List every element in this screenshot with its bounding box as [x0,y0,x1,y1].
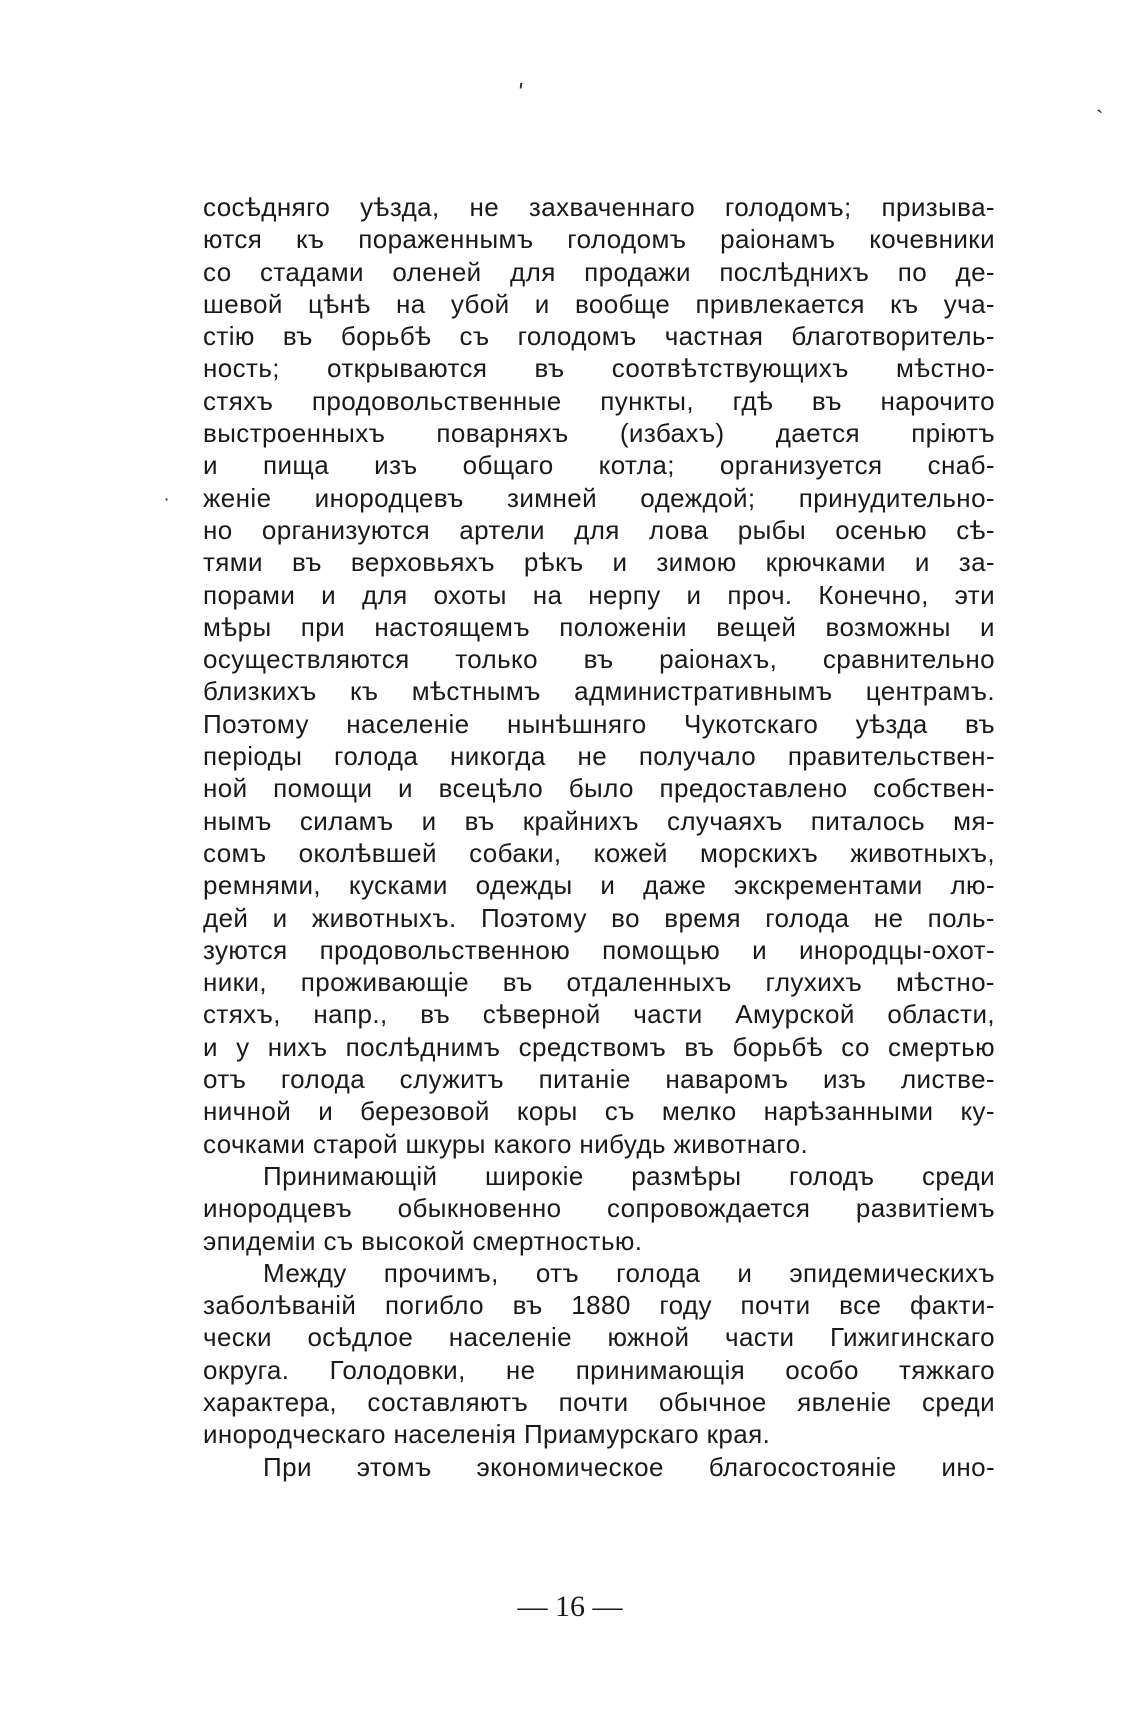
text-line: Принимающій широкіе размѣры голодъ среди [263,1160,995,1191]
paragraph [203,1160,995,1257]
text-line: тями въ верховьяхъ рѣкъ и зимою крючками и за- [203,547,995,578]
text-line: сочками старой шкуры какого нибудь животнаго. [203,1128,809,1159]
text-line: Между прочимъ, отъ голода и эпидемическихъ [263,1257,995,1288]
text-line: характера, составляютъ почти обычное явленіе среди [203,1386,995,1417]
paragraph [203,1257,995,1451]
text-line: стію въ борьбѣ съ голодомъ частная благотворитель- [203,321,995,352]
text-line: ной помощи и всецѣло было предоставлено собствен- [203,773,995,804]
text-line: ремнями, кусками одежды и даже экскрементами лю- [203,870,995,901]
text-line: нымъ силамъ и въ крайнихъ случаяхъ питалось мя- [203,805,995,836]
text-line: періоды голода никогда не получало правительствен- [203,741,995,772]
text-line: мѣры при настоящемъ положеніи вещей возможны и [203,611,995,642]
text-line: ничной и березовой коры съ мелко нарѣзанными ку- [203,1096,995,1127]
text-line: инородцевъ обыкновенно сопровождается развитіемъ [203,1193,995,1224]
text-line: сосѣдняго уѣзда, не захваченнаго голодомъ; призыва- [203,192,995,222]
margin-mark-top: ʹ [518,82,525,107]
text-line: ники, проживающіе въ отдаленныхъ глухихъ мѣстно- [203,967,995,998]
text-line: дей и животныхъ. Поэтому во время голода не поль- [203,902,995,933]
page-number: — 16 — [517,1590,623,1623]
paragraph [203,1451,995,1483]
body-text [203,191,995,1483]
text-line: женіе инородцевъ зимней одеждой; принудительно- [203,482,995,513]
text-line: близкихъ къ мѣстнымъ административнымъ центрамъ. [203,676,995,707]
text-line: заболѣваній погибло въ 1880 году почти все факти- [203,1290,995,1321]
text-line: стяхъ продовольственные пункты, гдѣ въ нарочито [203,385,995,416]
text-line: ются къ пораженнымъ голодомъ раіонамъ кочевники [203,224,995,255]
text-line: инородческаго населенія Приамурскаго края. [203,1419,771,1450]
text-line: Поэтому населеніе нынѣшняго Чукотскаго уѣзда въ [203,708,995,739]
text-line: ность; открываются въ соотвѣтствующихъ мѣстно- [203,353,995,384]
text-line: выстроенныхъ поварняхъ (избахъ) дается пріютъ [203,418,995,449]
text-line: эпидеміи съ высокой смертностью. [203,1225,643,1256]
text-line: округа. Голодовки, не принимающія особо тяжкаго [203,1354,995,1385]
paragraph [203,191,995,1160]
text-line: зуются продовольственною помощью и инородцы-охот- [203,934,995,965]
text-line: При этомъ экономическое благосостояніе ино- [263,1451,995,1482]
text-line: осуществляются только въ раіонахъ, сравнительно [203,644,995,675]
text-line: шевой цѣнѣ на убой и вообще привлекается къ уча- [203,288,995,319]
text-line: со стадами оленей для продажи послѣднихъ по де- [203,256,995,287]
text-line: но организуются артели для лова рыбы осенью сѣ- [203,514,995,545]
text-line: отъ голода служитъ питаніе наваромъ изъ листве- [203,1064,995,1095]
text-line: и у нихъ послѣднимъ средствомъ въ борьбѣ со смертью [203,1031,995,1062]
text-line: стяхъ, напр., въ сѣверной части Амурской области, [203,999,995,1030]
margin-mark-left: · [164,490,170,509]
text-line: порами и для охоты на нерпу и проч. Конечно, эти [203,579,995,610]
text-line: чески осѣдлое населеніе южной части Гижигинскаго [203,1322,995,1353]
text-line: сомъ околѣвшей собаки, кожей морскихъ животныхъ, [203,837,995,868]
text-line: и пища изъ общаго котла; организуется снаб- [203,450,995,481]
margin-mark-right: ˎ [1096,89,1104,114]
